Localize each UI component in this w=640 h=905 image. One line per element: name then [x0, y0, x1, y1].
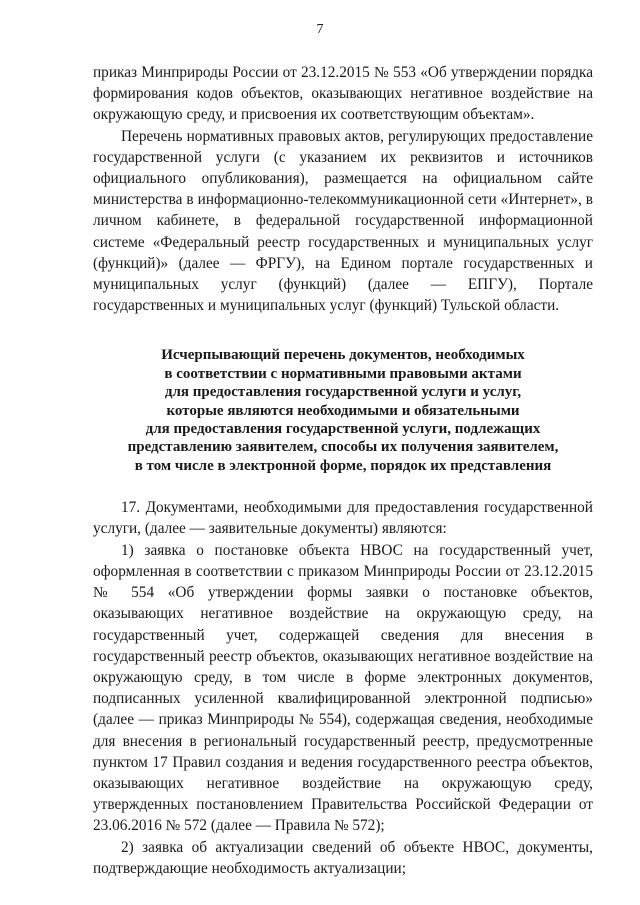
heading-line: Исчерпывающий перечень документов, необходимых: [161, 347, 525, 364]
page-number: 7: [316, 22, 324, 37]
heading-line: которые являются необходимыми и обязательными: [166, 402, 520, 419]
heading-line: для предоставления государственной услуги и услуг,: [164, 384, 522, 401]
paragraph-order-553: приказ Минприроды России от 23.12.2015 № 553 «Об утверждении порядка формирования кодов объектов, оказывающих негативное воздействие на окружающую среду, и присвоения их соответствующим объектам».: [93, 64, 593, 124]
paragraph-subitem-1: 1) заявка о постановке объекта НВОС на государственный учет, оформленная в соответствии с приказом Минприроды России от 23.12.2015 № 554 «Об утверждении формы заявки о постановке объектов, оказывающих негативное воздействие на окружающую среду, на государственный учет, содержащей сведения для внесения в государственный реестр объектов, оказывающих негативное воздействие на окружающую среду, в том числе в форме электронных документов, подписанных усиленной квалифицированной электронной подписью» (далее — приказ Минприроды № 554), содержащая сведения, необходимые для внесения в региональный государственный реестр, предусмотренные пунктом 17 Правил создания и ведения государственного реестра объектов, оказывающих негативное воздействие на окружающую среду, утвержденных постановлением Правительства Российской Федерации от 23.06.2016 № 572 (далее — Правила № 572);: [93, 541, 593, 835]
paragraph-legal-acts-list: Перечень нормативных правовых актов, регулирующих предоставление государственной услуги (с указанием их реквизитов и источников официального опубликования), размещается на официальном сайте министерства в информационно-телекоммуникационной сети «Интернет», в личном кабинете, в федеральной государственной информационной системе «Федеральный реестр государственных и муниципальных услуг (функций)» (далее — ФРГУ), на Едином портале государственных и муниципальных услуг (функций) (далее — ЕПГУ), Портале государственных и муниципальных услуг (функций) Тульской области.: [93, 127, 593, 315]
section-heading: [93, 346, 593, 475]
heading-line: представлению заявителем, способы их получения заявителем,: [127, 439, 559, 456]
paragraph-item-17: 17. Документами, необходимыми для предоставления государственной услуги, (далее — заявительные документы) являются:: [93, 499, 593, 538]
document-body: [93, 62, 593, 879]
heading-line: для предоставления государственной услуги, подлежащих: [145, 421, 541, 438]
paragraph-subitem-2: 2) заявка об актуализации сведений об объекте НВОС, документы, подтверждающие необходимость актуализации;: [93, 838, 593, 877]
heading-line: в соответствии с нормативными правовыми актами: [164, 365, 522, 382]
heading-line: в том числе в электронной форме, порядок их представления: [134, 457, 552, 474]
